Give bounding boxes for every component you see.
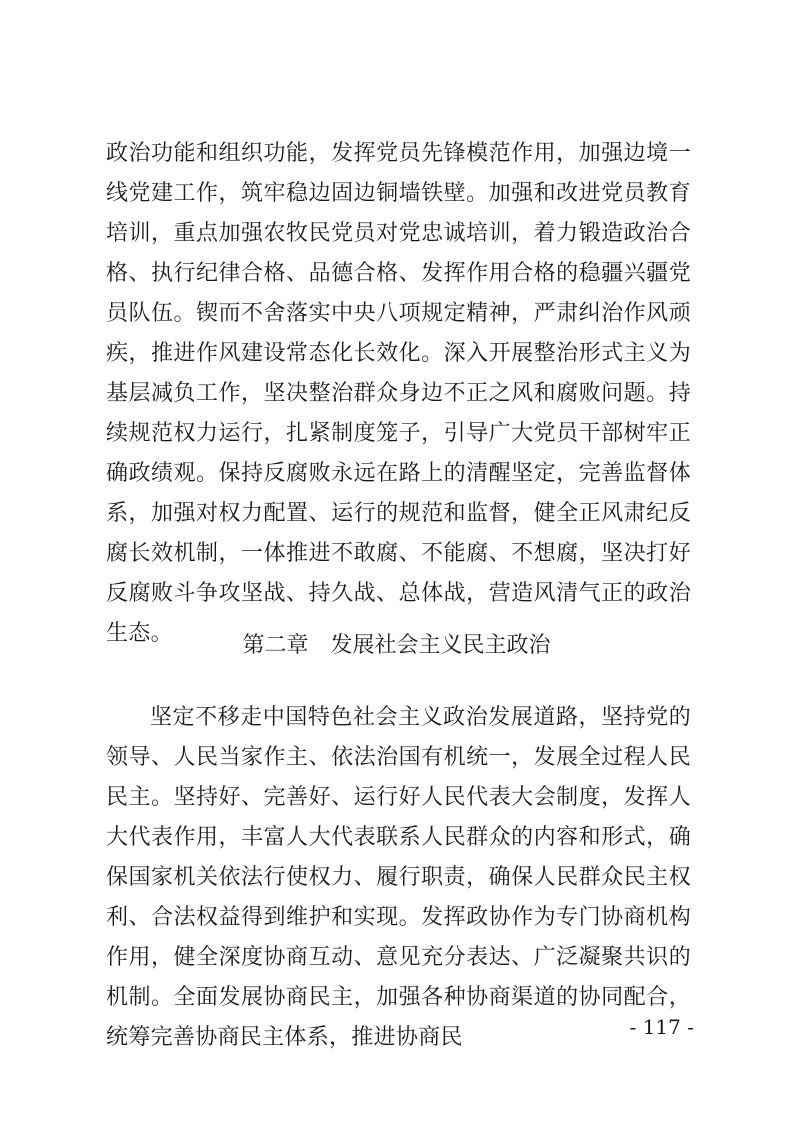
page-number: - 117 -	[629, 1015, 694, 1039]
body-paragraph-continued: 政治功能和组织功能，发挥党员先锋模范作用，加强边境一线党建工作，筑牢稳边固边铜墙铁壁。加强和改进党员教育培训，重点加强农牧民党员对党忠诚培训，着力锻造政治合格、执行纪律合格、品德合格、发挥作用合格的稳疆兴疆党员队伍。锲而不舍落实中央八项规定精神，严肃纠治作风顽疾，推进作风建设常态化长效化。深入开展整治形式主义为基层减负工作，坚决整治群众身边不正之风和腐败问题。持续规范权力运行，扎紧制度笼子，引导广大党员干部树牢正确政绩观。保持反腐败永远在路上的清醒坚定，完善监督体系，加强对权力配置、运行的规范和监督，健全正风肃纪反腐长效机制，一体推进不敢腐、不能腐、不想腐，坚决打好反腐败斗争攻坚战、持久战、总体战，营造风清气正的政治生态。	[106, 141, 691, 646]
body-paragraph: 坚定不移走中国特色社会主义政治发展道路，坚持党的领导、人民当家作主、依法治国有机统一，发展全过程人民民主。坚持好、完善好、运行好人民代表大会制度，发挥人大代表作用，丰富人大代表联系人民群众的内容和形式，确保国家机关依法行使权力、履行职责，确保人民群众民主权利、合法权益得到维护和实现。发挥政协作为专门协商机构作用，健全深度协商互动、意见充分表达、广泛凝聚共识的机制。全面发展协商民主，加强各种协商渠道的协同配合，统筹完善协商民主体系，推进协商民	[106, 705, 691, 1050]
chapter-heading	[0, 626, 793, 666]
chapter-number: 第二章	[242, 633, 309, 658]
chapter-title: 发展社会主义民主政治	[330, 633, 551, 658]
